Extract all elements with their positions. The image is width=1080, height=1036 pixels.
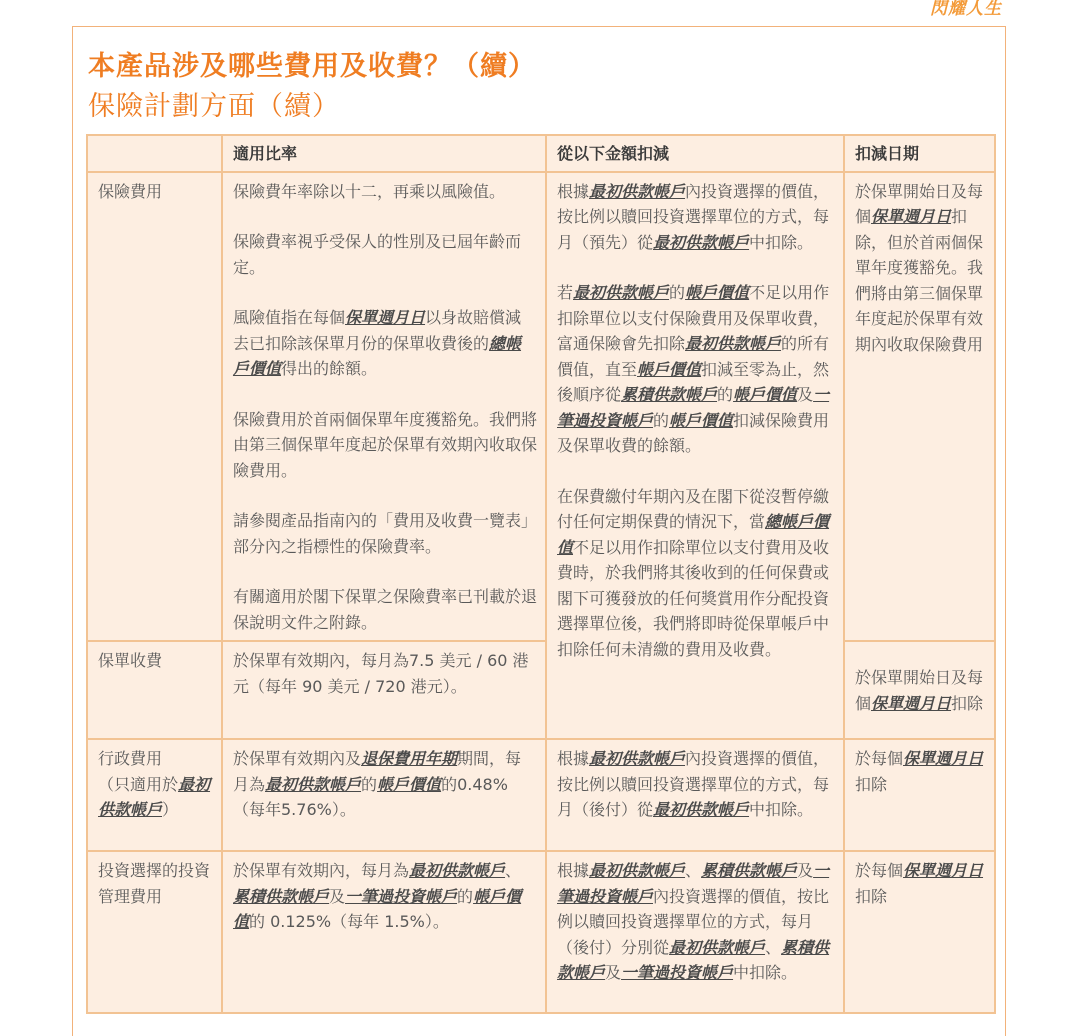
text-segment: 、 xyxy=(505,861,522,880)
text-segment: 風險值指在每個 xyxy=(233,308,346,327)
investment-fee-name: 投資選擇的投資管理費用 xyxy=(87,851,222,1013)
defined-term: 最初供款帳戶 xyxy=(589,181,686,201)
defined-term: 保單週月日 xyxy=(903,749,984,768)
defined-term: 累積供款帳戶 xyxy=(557,937,830,982)
text-segment: 、 xyxy=(685,861,702,880)
admin-rate-cell xyxy=(222,739,546,851)
admin-fee-name-a: 行政費用 xyxy=(98,749,163,768)
text-segment: 於保單開始日及每個 xyxy=(855,181,984,226)
insurance-rate-p1: 保險費年率除以十二，再乘以風險值。 xyxy=(233,181,506,201)
defined-term: 最初供款帳戶 xyxy=(685,334,782,353)
text-segment: 扣除 xyxy=(951,693,984,713)
defined-term: 帳戶價值 xyxy=(685,283,750,302)
investment-rate-cell xyxy=(222,851,546,1013)
defined-term: 最初供款帳戶 xyxy=(589,861,686,880)
defined-term: 帳戶價值 xyxy=(733,385,798,404)
table-row-investment xyxy=(87,851,995,1013)
text-segment: 及 xyxy=(329,886,346,906)
brand-name: 閃耀人生 xyxy=(930,0,1002,19)
admin-fee-name-c: 最初供款帳戶 xyxy=(98,774,211,819)
defined-term: 最初供款帳戶 xyxy=(573,283,670,302)
insurance-deduct-p3 xyxy=(557,484,835,663)
text-segment: 中扣除。 xyxy=(733,963,798,982)
policy-rate-cell: 於保單有效期內，每月為7.5 美元 / 60 港元（每年 90 美元 / 720 港元）。 xyxy=(222,641,546,739)
investment-date-cell xyxy=(844,851,995,1013)
text-segment: 於每個 xyxy=(855,861,904,880)
text-segment: 的0.48%（每年5.76%）。 xyxy=(233,774,508,819)
defined-term: 帳戶價值 xyxy=(377,774,442,794)
defined-term: 最初供款帳戶 xyxy=(669,937,766,957)
table-row-policy xyxy=(87,641,995,739)
text-segment: 及 xyxy=(605,963,622,982)
text-segment: 的 0.125%（每年 1.5%）。 xyxy=(249,912,449,931)
insurance-deduct-p2 xyxy=(557,280,835,459)
table-header-row xyxy=(87,135,995,172)
defined-term: 最初供款帳戶 xyxy=(409,861,506,880)
admin-fee-name-d: ） xyxy=(162,800,179,819)
text-segment: 的 xyxy=(361,774,378,794)
defined-term: 總帳戶價值 xyxy=(557,512,830,557)
defined-term: 退保費用年期 xyxy=(361,749,458,768)
defined-term: 一筆過投資帳戶 xyxy=(557,861,830,906)
text-segment: 扣減保險費用及保單收費的餘額。 xyxy=(557,410,830,455)
text-segment: 於保單有效期內及 xyxy=(233,749,362,768)
text-segment: 內投資選擇的價值，按比例以贖回投資選擇單位的方式，每月（後付）從 xyxy=(557,749,830,819)
page-subtitle: 保險計劃方面（續） xyxy=(88,91,340,122)
insurance-rate-p4: 保險費用於首兩個保單年度獲豁免。我們將由第三個保單年度起於保單有效期內收取保險費用。 xyxy=(233,409,538,480)
header-deduct-date: 扣減日期 xyxy=(844,135,995,172)
defined-term: 保單週月日 xyxy=(871,693,952,713)
defined-term: 一筆過投資帳戶 xyxy=(557,385,830,430)
text-segment: 及 xyxy=(797,385,814,404)
admin-fee-name-b: （只適用於 xyxy=(98,774,179,794)
defined-term: 最初供款帳戶 xyxy=(265,774,362,794)
text-segment: 的 xyxy=(653,410,670,430)
insurance-deduct-p1 xyxy=(557,179,835,256)
insurance-rate-p5: 請參閱產品指南內的「費用及收費一覽表」部分內之指標性的保險費率。 xyxy=(233,511,538,556)
fees-table xyxy=(86,134,996,1014)
text-segment: 內投資選擇的價值，按比例以贖回投資選擇單位的方式，每月（預先）從 xyxy=(557,181,830,252)
text-segment: 得出的餘額。 xyxy=(281,359,378,378)
defined-term: 累積供款帳戶 xyxy=(621,385,718,404)
defined-term: 累積供款帳戶 xyxy=(233,886,330,906)
policy-fee-name: 保單收費 xyxy=(87,641,222,739)
text-segment: 在保費繳付年期內及在閣下從沒暫停繳付任何定期保費的情況下，當 xyxy=(557,486,830,531)
text-segment: 扣除，但於首兩個保單年度獲豁免。我們將由第三個保單年度起於保單有效期內收取保險費用 xyxy=(855,207,984,354)
insurance-rate-p3 xyxy=(233,305,537,382)
text-segment: 的所有價值，直至 xyxy=(557,334,830,379)
text-segment: 的 xyxy=(669,283,686,302)
admin-deduct-cell xyxy=(546,739,844,851)
defined-term: 總帳戶價值 xyxy=(233,333,522,378)
text-segment: 於保單有效期內，每月為 xyxy=(233,861,410,880)
investment-deduct-cell xyxy=(546,851,844,1013)
admin-date-cell xyxy=(844,739,995,851)
table-row-admin xyxy=(87,739,995,851)
text-segment: 扣除 xyxy=(855,774,888,794)
defined-term: 最初供款帳戶 xyxy=(589,749,686,768)
admin-fee-name xyxy=(87,739,222,851)
defined-term: 一筆過投資帳戶 xyxy=(621,963,734,982)
text-segment: 扣除 xyxy=(855,886,888,906)
defined-term: 帳戶價值 xyxy=(637,359,702,379)
insurance-rate-cell xyxy=(222,172,546,642)
insurance-date-cell xyxy=(844,172,995,642)
text-segment: 不足以用作扣除單位以支付費用及收費時，於我們將其後收到的任何保費或閣下可獲發放的任何獎賞用作分配投資選擇單位後，我們將即時從保單帳戶中扣除任何未清繳的費用及收費。 xyxy=(557,537,830,659)
text-segment: 、 xyxy=(765,937,782,957)
text-segment: 中扣除。 xyxy=(749,232,814,252)
text-segment: 於每個 xyxy=(855,749,904,768)
header-deduct-from: 從以下金額扣減 xyxy=(546,135,844,172)
defined-term: 一筆過投資帳戶 xyxy=(345,886,458,906)
text-segment: 扣減至零為止，然後順序從 xyxy=(557,359,830,404)
text-segment: 的 xyxy=(457,886,474,906)
policy-date-cell xyxy=(844,641,995,739)
insurance-deduct-cell xyxy=(546,172,844,740)
text-segment: 不足以用作扣除單位以支付保險費用及保單收費，富通保險會先扣除 xyxy=(557,283,830,353)
defined-term: 最初供款帳戶 xyxy=(653,800,750,819)
defined-term: 保單週月日 xyxy=(903,861,984,880)
text-segment: 的 xyxy=(717,385,734,404)
text-segment: 內投資選擇的價值，按比例以贖回投資選擇單位的方式，每月（後付）分別從 xyxy=(557,886,830,957)
defined-term: 最初供款帳戶 xyxy=(653,232,750,252)
text-segment: 期間，每月為 xyxy=(233,749,522,794)
defined-term: 累積供款帳戶 xyxy=(701,861,798,880)
text-segment: 及 xyxy=(797,861,814,880)
text-segment: 根據 xyxy=(557,181,590,201)
table-row-insurance xyxy=(87,172,995,642)
text-segment: 於保單開始日及每個 xyxy=(855,668,984,713)
defined-term: 帳戶價值 xyxy=(233,886,522,931)
defined-term: 保單週月日 xyxy=(345,308,426,327)
text-segment: 中扣除。 xyxy=(749,800,814,819)
insurance-rate-p6: 有關適用於閣下保單之保險費率已刊載於退保說明文件之附錄。 xyxy=(233,587,538,632)
header-fee xyxy=(87,135,222,172)
insurance-fee-name: 保險費用 xyxy=(87,172,222,642)
text-segment: 根據 xyxy=(557,861,590,880)
defined-term: 保單週月日 xyxy=(871,207,952,226)
header-rate: 適用比率 xyxy=(222,135,546,172)
defined-term: 帳戶價值 xyxy=(669,410,734,430)
insurance-rate-p2: 保險費率視乎受保人的性別及已屆年齡而定。 xyxy=(233,232,522,277)
page-title: 本產品涉及哪些費用及收費？（續） xyxy=(88,51,536,82)
text-segment: 以身故賠償減去已扣除該保單月份的保單收費後的 xyxy=(233,308,522,353)
text-segment: 根據 xyxy=(557,749,590,768)
text-segment: 若 xyxy=(557,283,574,302)
